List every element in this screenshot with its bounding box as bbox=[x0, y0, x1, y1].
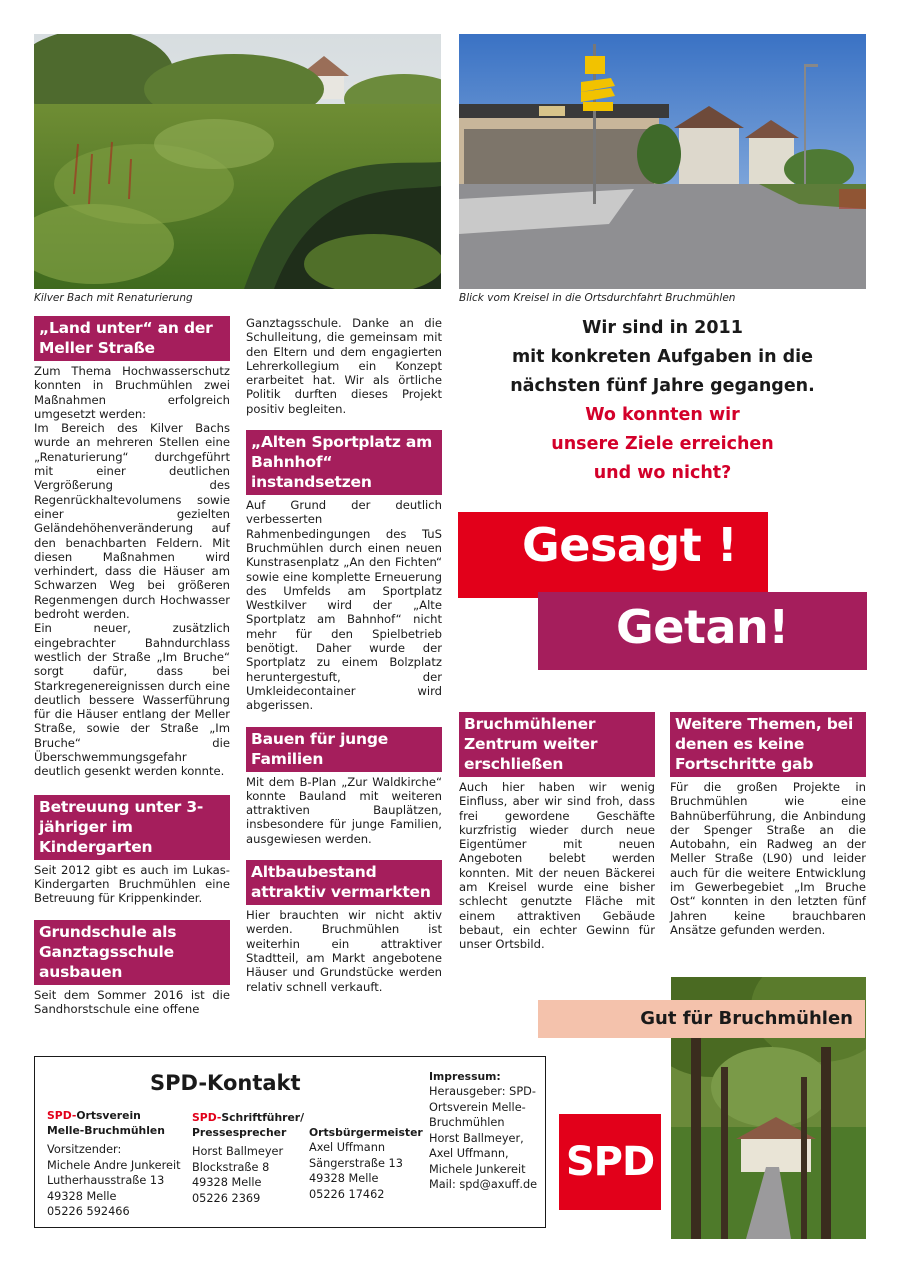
caption-kilver-bach: Kilver Bach mit Renaturierung bbox=[34, 292, 193, 304]
kontakt-heading: Impressum: bbox=[429, 1070, 501, 1083]
paragraph: Ein neuer, zusätzlich eingebrachter Bahndurchlass westlich der Straße „Im Bruche“ sorgt dafür, dass bei Starkregenereignissen durch eine deutlich bessere Wasserführung für die Häuser entlang der Meller Straße, sowie der Straße „Im Bruche“ die Überschwemmungsgefahr deutlich gesenkt werden konnte. bbox=[34, 621, 230, 779]
kontakt-line: Michele Andre Junkereit bbox=[47, 1158, 181, 1172]
intro-question: und wo nicht? bbox=[593, 463, 732, 483]
text-weitere-themen: Für die großen Projekte in Bruchmühlen wie eine Bahnüberführung, die Anbindung der Spenger Straße an die Autobahn, ein Radweg an der Meller Straße (L90) und leider auch für die weitere Entwicklung im Gewerbegebiet „Im Bruche Ost“ konnten in den letzten fünf Jahren keine brauchbaren Ansätze gefunden werden. bbox=[670, 780, 866, 937]
kontakt-heading-text: Schriftführer/ bbox=[221, 1111, 305, 1124]
heading-grundschule: Grundschule als Ganztagsschule ausbauen bbox=[34, 920, 230, 985]
spd-prefix: SPD- bbox=[47, 1109, 77, 1122]
kontakt-line: 49328 Melle bbox=[47, 1189, 117, 1203]
paragraph: Im Bereich des Kilver Bachs wurde an mehreren Stellen eine „Renaturierung“ durchgeführt mit einer deutlichen Vergrößerung des Regenrückhaltevolumens sowie einer gezielten Geländehöhenveränderung auf den benachbarten Feldern. Mit diesen Maßnahmen wird verhindert, dass die Häuser am Schwarzen Weg bei größeren Regenmengen durch Hochwasser bedroht werden. bbox=[34, 421, 230, 622]
kontakt-line: Lutherhausstraße 13 bbox=[47, 1174, 165, 1187]
text-land-unter bbox=[34, 364, 230, 779]
text-sportplatz: Auf Grund der deutlich verbesserten Rahmenbedingungen des TuS Bruchmühlen durch einen neuen Kunstrasenplatz „An den Fichten“ sowie eine komplette Erneuerung des Umfelds am Sportplatz Westkilver wird der „Alte Sportplatz am Bahnhof“ nicht mehr für den Spielbetrieb benötigt. Daher wurde der Sportplatz zu einem Bolzplatz heruntergestuft, der Umkleidecontainer wird abgerissen. bbox=[246, 498, 442, 713]
kontakt-line: 49328 Melle bbox=[309, 1172, 379, 1185]
heading-bauen: Bauen für junge Familien bbox=[246, 727, 442, 772]
kontakt-heading: Ortsbürgermeister bbox=[309, 1126, 423, 1139]
kontakt-box bbox=[34, 1056, 546, 1228]
kontakt-line: Sängerstraße 13 bbox=[309, 1156, 403, 1170]
photo-kreisel-image bbox=[459, 34, 866, 289]
column-4 bbox=[670, 712, 866, 937]
intro-line: Wir sind in 2011 bbox=[582, 318, 743, 338]
kontakt-heading-line2: Melle-Bruchmühlen bbox=[47, 1124, 165, 1137]
kontakt-line: Bruchmühlen bbox=[429, 1116, 505, 1129]
kontakt-line: 05226 592466 bbox=[47, 1205, 130, 1218]
column-2 bbox=[246, 316, 442, 994]
heading-sportplatz: „Alten Sportplatz am Bahnhof“ instandsetzen bbox=[246, 430, 442, 495]
kontakt-line: Blockstraße 8 bbox=[192, 1160, 270, 1174]
heading-betreuung: Betreuung unter 3-jähriger im Kindergarten bbox=[34, 795, 230, 860]
photo-kreisel bbox=[459, 34, 866, 289]
kontakt-ortsbuergermeister bbox=[309, 1125, 423, 1202]
intro-line: nächsten fünf Jahre gegangen. bbox=[510, 376, 815, 396]
kontakt-ortsverein bbox=[47, 1108, 181, 1220]
kontakt-line: Horst Ballmeyer bbox=[192, 1145, 284, 1158]
intro-block bbox=[459, 314, 866, 488]
kontakt-heading bbox=[47, 1108, 181, 1123]
kontakt-line: Axel Uffmann bbox=[309, 1141, 386, 1154]
spd-logo: SPD bbox=[559, 1114, 661, 1210]
text-grundschule: Seit dem Sommer 2016 ist die Sandhorstschule eine offene bbox=[34, 987, 230, 1016]
column-1 bbox=[34, 316, 230, 1016]
kontakt-line: Ortsverein Melle- bbox=[429, 1100, 526, 1114]
text-zentrum: Auch hier haben wir wenig Einfluss, aber wir sind froh, dass frei gewordene Geschäfte kurzfristig wieder durch neue Eigentümer mit neuen Angeboten belebt werden konnten. Mit der neuen Bäckerei am Kreisel wurde eine bisher schlecht genutzte Fläche mit einem attraktiven Gebäude bebaut, ein echter Gewinn für unser Ortsbild. bbox=[459, 780, 655, 952]
intro-line: mit konkreten Aufgaben in die bbox=[511, 347, 814, 367]
intro-question: Wo konnten wir bbox=[585, 405, 740, 425]
heading-land-unter: „Land unter“ an der Meller Straße bbox=[34, 316, 230, 361]
kontakt-heading-text: Ortsverein bbox=[76, 1109, 141, 1122]
kontakt-line: Herausgeber: SPD- bbox=[429, 1085, 536, 1098]
paragraph: Zum Thema Hochwasserschutz konnten in Bruchmühlen zwei Maßnahmen erfolgreich umgesetzt werden: bbox=[34, 364, 230, 421]
kontakt-heading bbox=[192, 1110, 304, 1125]
kontakt-impressum bbox=[429, 1069, 537, 1193]
photo-kilver-bach-image bbox=[34, 34, 441, 289]
kontakt-heading-line2: Pressesprecher bbox=[192, 1126, 287, 1139]
spd-prefix: SPD- bbox=[192, 1111, 222, 1124]
text-betreuung: Seit 2012 gibt es auch im Lukas-Kindergarten Bruchmühlen eine Betreuung für Krippenkinder. bbox=[34, 862, 230, 906]
kontakt-line: Michele Junkereit bbox=[429, 1162, 526, 1176]
text-grundschule-cont: Ganztagsschule. Danke an die Schulleitung, die gemeinsam mit den Eltern und dem engagierten Lehrerkollegium ein Konzept erarbeitet hat. Wir als örtliche Politik durften dieses Projekt positiv begleiten. bbox=[246, 316, 442, 416]
kontakt-title: SPD-Kontakt bbox=[150, 1071, 301, 1095]
intro-question: unsere Ziele erreichen bbox=[551, 434, 774, 454]
kontakt-line: Vorsitzender: bbox=[47, 1143, 122, 1156]
kontakt-line: 49328 Melle bbox=[192, 1176, 262, 1189]
heading-zentrum: Bruchmühlener Zentrum weiter erschließen bbox=[459, 712, 655, 777]
kontakt-line: 05226 2369 bbox=[192, 1191, 261, 1205]
kontakt-line: Axel Uffmann, bbox=[429, 1147, 509, 1160]
column-3 bbox=[459, 712, 655, 952]
text-bauen: Mit dem B-Plan „Zur Waldkirche“ konnte Bauland mit weiteren attraktiven Bauplätzen, insbesondere für junge Familien, ausgewiesen werden. bbox=[246, 774, 442, 846]
kontakt-line: Mail: spd@axuff.de bbox=[429, 1178, 538, 1191]
photo-kilver-bach bbox=[34, 34, 441, 289]
kontakt-line: 05226 17462 bbox=[309, 1187, 385, 1201]
slogan-gesagt: Gesagt ! bbox=[522, 518, 738, 572]
caption-kreisel: Blick vom Kreisel in die Ortsdurchfahrt Bruchmühlen bbox=[459, 292, 736, 304]
heading-weitere-themen: Weitere Themen, bei denen es keine Fortschritte gab bbox=[670, 712, 866, 777]
text-altbau: Hier brauchten wir nicht aktiv werden. Bruchmühlen ist weiterhin ein attraktiver Stadtteil, am Markt angebotene Häuser und Grundstücke werden relativ schnell verkauft. bbox=[246, 908, 442, 994]
gut-fuer-bruchmuehlen: Gut für Bruchmühlen bbox=[538, 1000, 865, 1038]
kontakt-schriftfuehrer bbox=[192, 1110, 304, 1206]
kontakt-line: Horst Ballmeyer, bbox=[429, 1131, 524, 1145]
slogan-getan: Getan! bbox=[616, 600, 789, 654]
heading-altbau: Altbaubestand attraktiv vermarkten bbox=[246, 860, 442, 905]
